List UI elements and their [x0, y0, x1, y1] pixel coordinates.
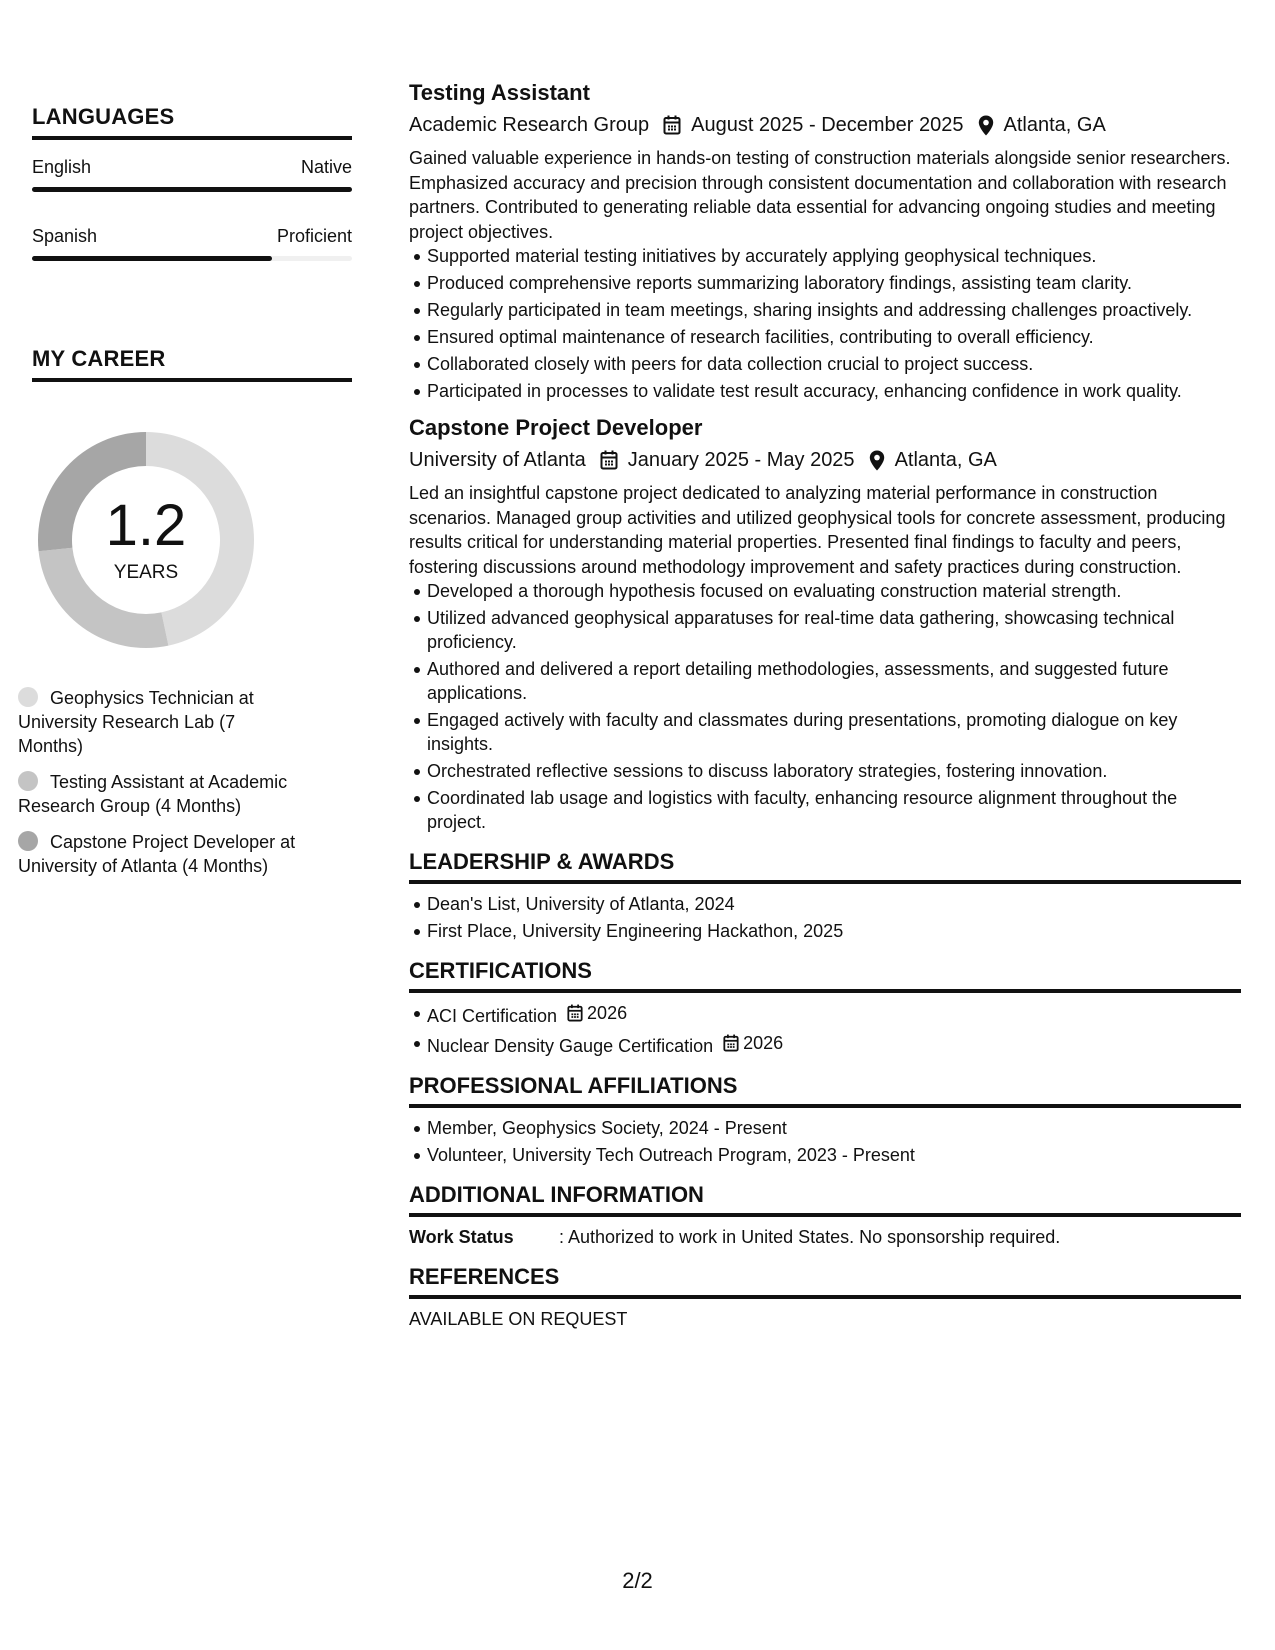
map-pin-icon: [978, 115, 994, 136]
language-level: Native: [300, 157, 352, 177]
legend-dot: [18, 771, 38, 791]
work-status-value: : Authorized to work in United States. No sponsorship required.: [559, 1227, 1061, 1247]
list-item: Dean's List, University of Atlanta, 2024: [427, 892, 1241, 916]
list-item: Regularly participated in team meetings, sharing insights and addressing challenges proactively.: [427, 298, 1241, 322]
references-text: AVAILABLE ON REQUEST: [409, 1309, 628, 1329]
main-content: [409, 78, 1241, 1331]
list-item: Collaborated closely with peers for data collection crucial to project success.: [427, 352, 1241, 376]
career-legend-item: [18, 686, 298, 758]
job-meta: [409, 445, 1241, 475]
language-level: Proficient: [276, 226, 352, 246]
job-org: Academic Research Group: [409, 114, 650, 136]
list-item: First Place, University Engineering Hackathon, 2025: [427, 919, 1241, 943]
list-item: Produced comprehensive reports summarizing laboratory findings, assisting team clarity.: [427, 271, 1241, 295]
career-legend-item: [18, 770, 298, 818]
page-number: 2/2: [622, 1568, 653, 1593]
legend-dot: [18, 687, 38, 707]
career-total-unit: YEARS: [113, 562, 179, 583]
certification-year: 2026: [743, 1033, 784, 1053]
calendar-icon: [600, 450, 618, 470]
list-item: Engaged actively with faculty and classmates during presentations, promoting dialogue on key insights.: [427, 708, 1241, 756]
certification-name: ACI Certification: [427, 1006, 558, 1026]
list-item: [427, 1031, 1241, 1058]
work-status-row: [409, 1225, 1241, 1249]
job-title: Capstone Project Developer: [409, 415, 703, 440]
list-item: [427, 1001, 1241, 1028]
career-donut-chart: [34, 428, 258, 652]
job-description: Gained valuable experience in hands-on testing of construction materials alongside senior researchers. Emphasized accuracy and precision through consistent documentation and collaboration with research partners. Contributed to generating reliable data essential for advancing ongoing studies and meeting project objectives.: [409, 148, 1231, 242]
list-item: Authored and delivered a report detailing methodologies, assessments, and suggested future applications.: [427, 657, 1241, 705]
career-heading: MY CAREER: [32, 346, 352, 382]
list-item: Coordinated lab usage and logistics with faculty, enhancing resource alignment throughout the project.: [427, 786, 1241, 834]
legend-dot: [18, 831, 38, 851]
certification-year: 2026: [587, 1003, 628, 1023]
job-bullets: [409, 244, 1241, 403]
job-dates: August 2025 - December 2025: [691, 114, 964, 136]
job-location: Atlanta, GA: [1003, 114, 1106, 136]
certifications-list: [409, 1001, 1241, 1058]
affiliations-heading: PROFESSIONAL AFFILIATIONS: [409, 1072, 1241, 1108]
list-item: Orchestrated reflective sessions to discuss laboratory strategies, fostering innovation.: [427, 759, 1241, 783]
calendar-icon: [567, 1004, 583, 1022]
work-status-label: Work Status: [409, 1227, 514, 1247]
language-proficiency-fill: [32, 187, 352, 192]
leadership-heading: LEADERSHIP & AWARDS: [409, 848, 1241, 884]
language-name: English: [32, 157, 92, 177]
references-heading: REFERENCES: [409, 1263, 1241, 1299]
languages-heading: LANGUAGES: [32, 104, 352, 140]
career-legend-item: [18, 830, 298, 878]
language-proficiency-bar: [32, 187, 352, 192]
map-pin-icon: [869, 450, 885, 471]
affiliations-list: [409, 1116, 1241, 1167]
career-total-value: 1.2: [105, 493, 187, 558]
job-dates: January 2025 - May 2025: [627, 449, 855, 471]
job-location: Atlanta, GA: [894, 449, 997, 471]
additional-info-heading: ADDITIONAL INFORMATION: [409, 1181, 1241, 1217]
career-legend-text: Geophysics Technician at University Research Lab (7 Months): [18, 688, 254, 756]
calendar-icon: [723, 1034, 739, 1052]
career-legend-text: Testing Assistant at Academic Research Group (4 Months): [18, 772, 288, 816]
job-title: Testing Assistant: [409, 80, 590, 105]
list-item: Developed a thorough hypothesis focused on evaluating construction material strength.: [427, 579, 1241, 603]
career-legend-text: Capstone Project Developer at University of Atlanta (4 Months): [18, 832, 296, 876]
career-legend: [18, 686, 298, 890]
calendar-icon: [663, 115, 681, 135]
language-proficiency-fill: [32, 256, 272, 261]
list-item: Utilized advanced geophysical apparatuses for real-time data gathering, showcasing technical proficiency.: [427, 606, 1241, 654]
leadership-list: [409, 892, 1241, 943]
job-meta: [409, 110, 1241, 140]
job-org: University of Atlanta: [409, 449, 586, 471]
certifications-heading: CERTIFICATIONS: [409, 957, 1241, 993]
list-item: Participated in processes to validate test result accuracy, enhancing confidence in work quality.: [427, 379, 1241, 403]
language-name: Spanish: [32, 226, 98, 246]
job-entry: [409, 78, 1241, 403]
job-bullets: [409, 579, 1241, 834]
list-item: Volunteer, University Tech Outreach Program, 2023 - Present: [427, 1143, 1241, 1167]
certification-name: Nuclear Density Gauge Certification: [427, 1036, 714, 1056]
language-proficiency-bar: [32, 256, 352, 261]
list-item: Supported material testing initiatives by accurately applying geophysical techniques.: [427, 244, 1241, 268]
list-item: Ensured optimal maintenance of research facilities, contributing to overall efficiency.: [427, 325, 1241, 349]
job-entry: [409, 413, 1241, 834]
list-item: Member, Geophysics Society, 2024 - Present: [427, 1116, 1241, 1140]
job-description: Led an insightful capstone project dedicated to analyzing material performance in construction scenarios. Managed group activities and utilized geophysical tools for concrete assessment, producing results critical for understanding material properties. Presented final findings to faculty and peers, fostering discussions around methodology improvement and safety practices during construction.: [409, 483, 1226, 577]
